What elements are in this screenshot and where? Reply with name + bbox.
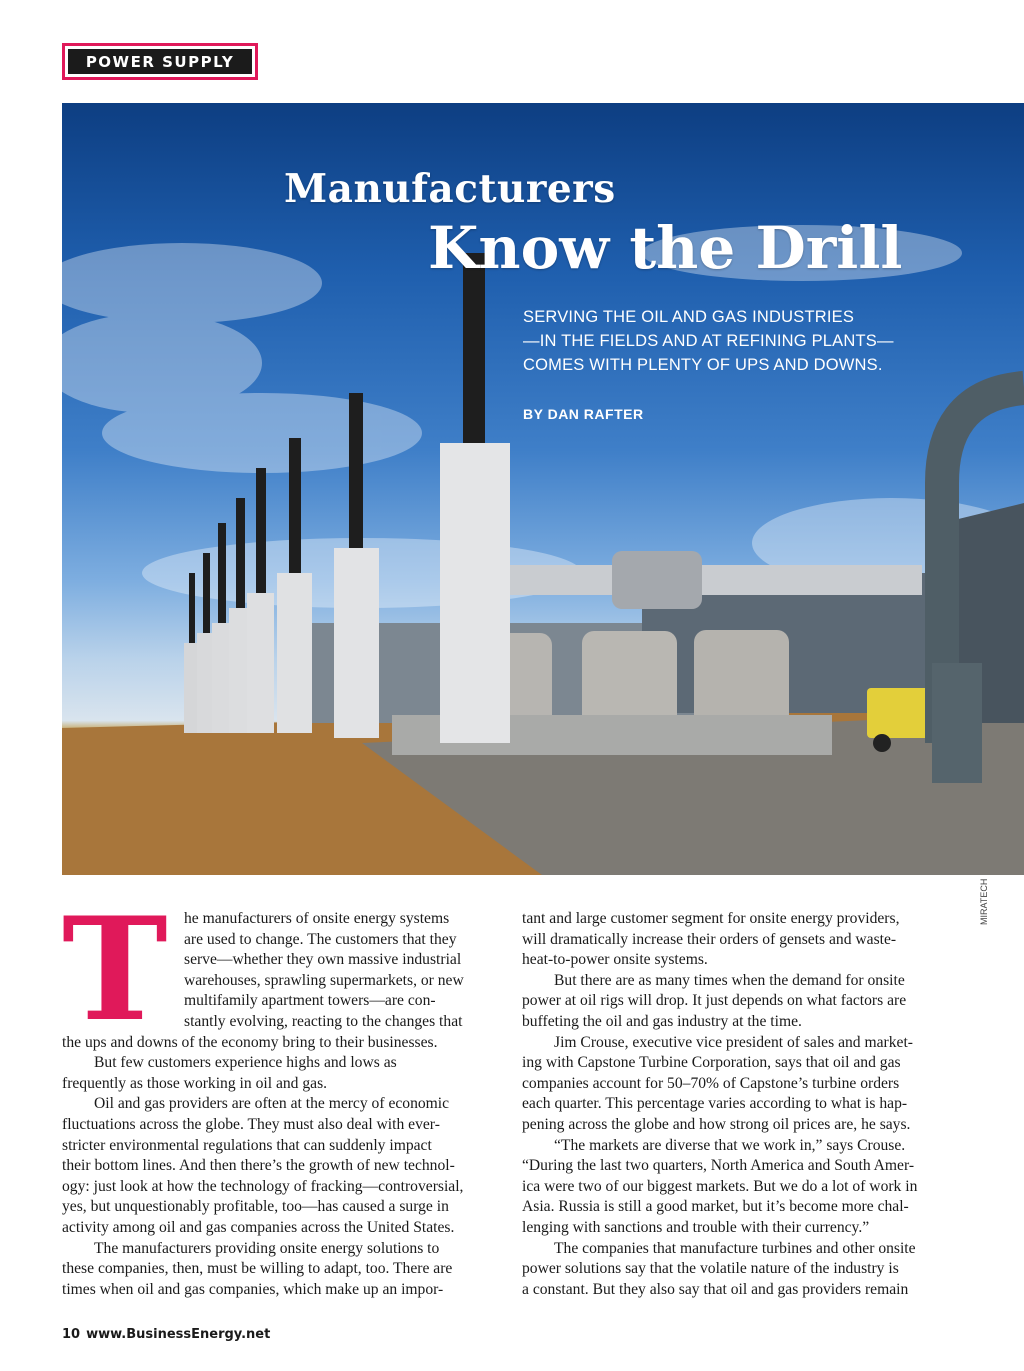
deck-line: —IN THE FIELDS AND AT REFINING PLANTS— xyxy=(523,332,894,350)
text-line: a constant. But they also say that oil and gas providers remain xyxy=(522,1280,909,1298)
text-line: power solutions say that the volatile nature of the industry is xyxy=(522,1260,899,1278)
text-line: multifamily apartment towers—are con- xyxy=(184,992,436,1010)
article-column-right xyxy=(522,909,954,1300)
text-line: tant and large customer segment for onsite energy providers, xyxy=(522,910,900,927)
headline-line-1: Manufacturers xyxy=(284,166,616,212)
text-line: companies account for 50–70% of Capstone’s turbine orders xyxy=(522,1074,900,1092)
text-line: But there are as many times when the demand for onsite xyxy=(554,971,905,989)
photo-credit: MIRATECH xyxy=(979,878,989,925)
deck-line: COMES WITH PLENTY OF UPS AND DOWNS. xyxy=(523,356,883,374)
page-number: 10 xyxy=(62,1327,81,1342)
text-line: lenging with sanctions and trouble with their currency.” xyxy=(522,1218,870,1236)
text-line: their bottom lines. And then there’s the growth of new technol- xyxy=(62,1157,455,1175)
text-line: power at oil rigs will drop. It just depends on what factors are xyxy=(522,992,907,1010)
drop-cap: T xyxy=(62,887,168,1053)
text-line: times when oil and gas companies, which make up an impor- xyxy=(62,1280,444,1298)
website-link[interactable]: www.BusinessEnergy.net xyxy=(86,1327,271,1342)
text-line: heat-to-power onsite systems. xyxy=(522,951,708,969)
text-line: he manufacturers of onsite energy systems xyxy=(184,910,450,927)
text-line: activity among oil and gas companies across the United States. xyxy=(62,1218,455,1236)
section-tag xyxy=(62,43,258,80)
text-line: stricter environmental regulations that can suddenly impact xyxy=(62,1136,432,1154)
text-line: Asia. Russia is still a good market, but it’s become more chal- xyxy=(522,1198,909,1216)
text-line: buffeting the oil and gas industry at the time. xyxy=(522,1012,802,1030)
text-line: warehouses, sprawling supermarkets, or new xyxy=(184,971,464,989)
article-column-left xyxy=(62,887,502,1300)
text-line: each quarter. This percentage varies according to what is hap- xyxy=(522,1095,908,1113)
text-line: frequently as those working in oil and gas. xyxy=(62,1074,328,1092)
text-line: will dramatically increase their orders of gensets and waste- xyxy=(522,930,897,948)
text-line: Jim Crouse, executive vice president of sales and market- xyxy=(554,1033,913,1051)
text-line: the ups and downs of the economy bring to their businesses. xyxy=(62,1033,438,1051)
text-line: serve—whether they own massive industrial xyxy=(184,951,462,969)
section-tag-label: POWER SUPPLY xyxy=(68,49,252,74)
text-line: The companies that manufacture turbines and other onsite xyxy=(554,1239,916,1257)
text-line: ica were two of our biggest markets. But we do a lot of work in xyxy=(522,1177,918,1195)
text-line: “The markets are diverse that we work in,” says Crouse. xyxy=(554,1136,906,1154)
text-line: ing with Capstone Turbine Corporation, says that oil and gas xyxy=(522,1054,901,1072)
text-line: ogy: just look at how the technology of fracking—controversial, xyxy=(62,1177,464,1195)
text-line: stantly evolving, reacting to the changes that xyxy=(184,1012,463,1030)
text-line: yes, but unquestionably profitable, too—has caused a surge in xyxy=(62,1198,449,1216)
headline-line-2: Know the Drill xyxy=(428,214,903,282)
text-line: “During the last two quarters, North America and South Amer- xyxy=(522,1157,915,1175)
text-line: these companies, then, must be willing to adapt, too. There are xyxy=(62,1260,453,1278)
deck-line: SERVING THE OIL AND GAS INDUSTRIES xyxy=(523,308,855,326)
text-line: fluctuations across the globe. They must also deal with ever- xyxy=(62,1115,440,1133)
text-line: The manufacturers providing onsite energy solutions to xyxy=(94,1239,440,1257)
text-line: Oil and gas providers are often at the mercy of economic xyxy=(94,1095,450,1113)
text-line: But few customers experience highs and lows as xyxy=(94,1054,397,1072)
article-deck xyxy=(523,305,963,377)
text-line: are used to change. The customers that they xyxy=(184,930,457,948)
byline: BY DAN RAFTER xyxy=(523,406,644,422)
page-footer xyxy=(62,1327,270,1342)
text-line: pening across the globe and how strong oil prices are, he says. xyxy=(522,1115,911,1133)
